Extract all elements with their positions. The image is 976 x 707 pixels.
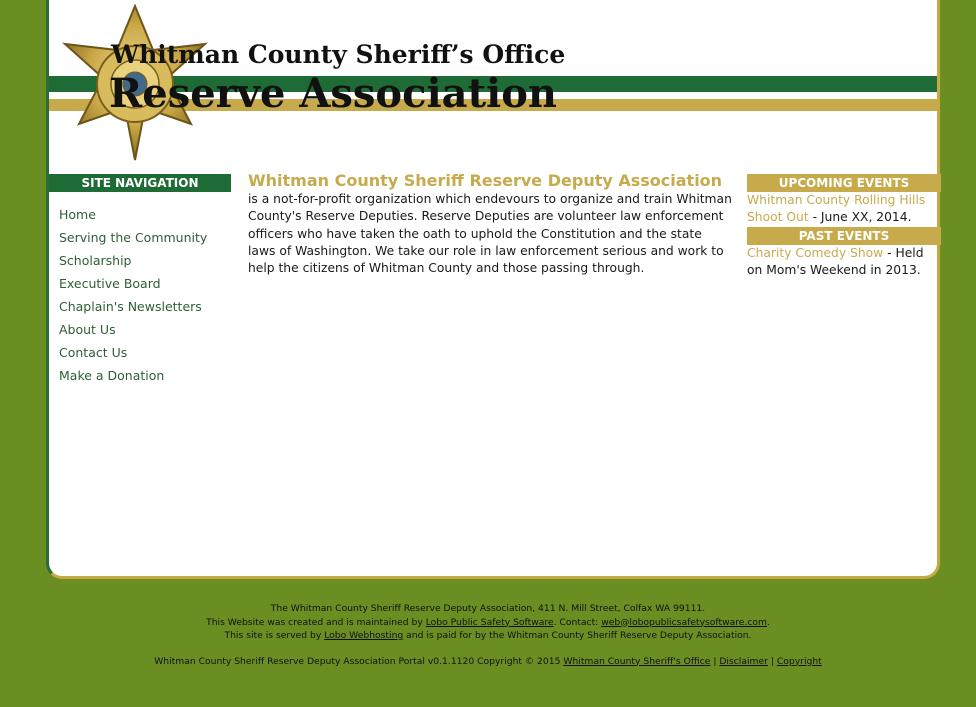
site-navigation bbox=[59, 206, 207, 390]
past-events-heading: PAST EVENTS bbox=[747, 227, 941, 245]
footer-hosting bbox=[0, 629, 976, 643]
site-navigation-heading: SITE NAVIGATION bbox=[49, 174, 231, 192]
lobo-webhosting-link[interactable]: Lobo Webhosting bbox=[324, 630, 404, 641]
upcoming-event-item bbox=[747, 192, 941, 226]
copyright-link[interactable]: Copyright bbox=[776, 655, 822, 667]
nav-item-chaplains-newsletters[interactable]: Chaplain's Newsletters bbox=[59, 299, 202, 314]
upcoming-event-date: - June XX, 2014. bbox=[808, 210, 912, 224]
past-event-link[interactable]: Charity Comedy Show bbox=[747, 246, 884, 260]
copyright-text: Whitman County Sheriff Reserve Deputy Association Portal v0.1.1120 Copyright © 2015 bbox=[154, 655, 564, 667]
page-container bbox=[46, 0, 940, 579]
footer-address: The Whitman County Sheriff Reserve Deputy Association, 411 N. Mill Street, Colfax WA 99111. bbox=[270, 603, 706, 614]
nav-item-scholarship[interactable]: Scholarship bbox=[59, 253, 132, 268]
disclaimer-link[interactable]: Disclaimer bbox=[719, 655, 768, 667]
footer-credits-text: This Website was created and is maintained by bbox=[206, 616, 426, 628]
footer-copyright bbox=[0, 655, 976, 669]
upcoming-event-link[interactable]: Whitman County Rolling Hills Shoot Out bbox=[747, 193, 926, 224]
intro-text: is a not-for-profit organization which endevours to organize and train Whitman County's Reserve Deputies. Reserve Deputies are volunteer law enforcement officers who have taken the oath to uphold the Constitution and the state laws of Washington. We take our role in law enforcement serious and work to help the citizens of Whitman County and those passing through. bbox=[248, 192, 732, 276]
past-event-item bbox=[747, 245, 941, 279]
nav-item-make-a-donation[interactable]: Make a Donation bbox=[59, 368, 165, 383]
footer-hosting-text-2: and is paid for by the Whitman County Sheriff Reserve Deputy Association. bbox=[403, 630, 752, 641]
footer bbox=[0, 602, 976, 668]
nav-item-contact-us[interactable]: Contact Us bbox=[59, 345, 128, 360]
past-event-date: - Held on Mom's Weekend in 2013. bbox=[747, 246, 924, 277]
header-title-line2: Reserve Association bbox=[109, 70, 558, 117]
header-banner bbox=[49, 0, 937, 168]
nav-item-home[interactable]: Home bbox=[59, 207, 96, 222]
separator: | bbox=[767, 655, 777, 667]
main-content bbox=[248, 172, 732, 277]
events-sidebar bbox=[747, 174, 941, 280]
footer-hosting-text: This site is served by bbox=[224, 630, 325, 641]
nav-item-serving-the-community[interactable]: Serving the Community bbox=[59, 230, 208, 245]
contact-email-link[interactable]: web@lobopublicsafetysoftware.com bbox=[601, 616, 767, 628]
upcoming-events-heading: UPCOMING EVENTS bbox=[747, 174, 941, 192]
footer-contact-label: . Contact: bbox=[553, 616, 602, 628]
header-title-line1: Whitman County Sheriff’s Office bbox=[111, 40, 566, 69]
sheriffs-office-link[interactable]: Whitman County Sheriff's Office bbox=[563, 655, 711, 667]
separator: | bbox=[710, 655, 720, 667]
intro-heading: Whitman County Sheriff Reserve Deputy Association bbox=[248, 171, 723, 190]
footer-period: . bbox=[767, 616, 770, 628]
lobo-public-safety-link[interactable]: Lobo Public Safety Software bbox=[425, 616, 554, 628]
nav-item-about-us[interactable]: About Us bbox=[59, 322, 116, 337]
nav-item-executive-board[interactable]: Executive Board bbox=[59, 276, 161, 291]
footer-credits bbox=[0, 616, 976, 630]
